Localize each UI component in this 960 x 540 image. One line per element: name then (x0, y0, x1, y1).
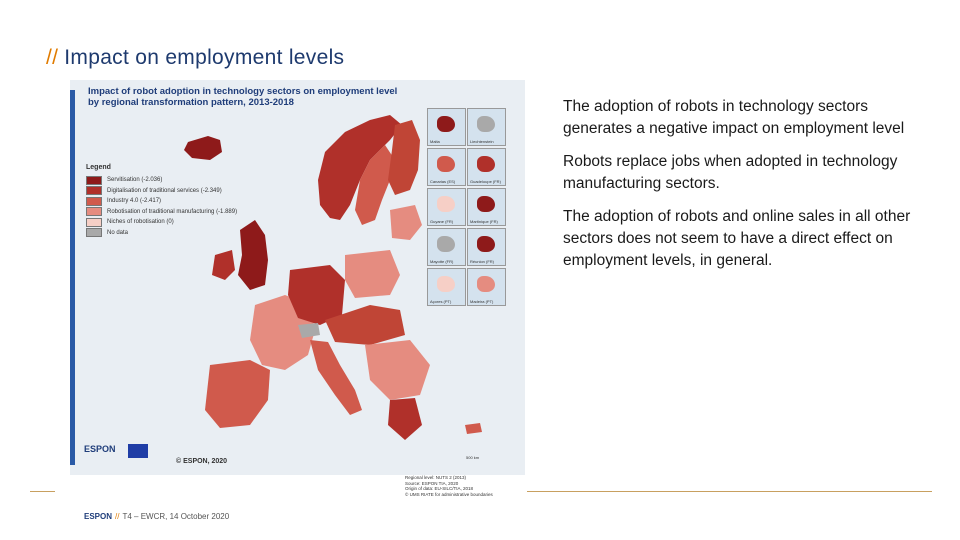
footer-divider-right (527, 491, 932, 492)
inset-map (467, 108, 506, 146)
legend-item (86, 207, 276, 218)
legend-label: Industry 4.0 (-2.417) (107, 198, 162, 205)
inset-map (467, 228, 506, 266)
source-line: © UMS RIATE for administrative boundaries (405, 491, 493, 497)
inset-label: Guyane (FR) (430, 219, 454, 224)
legend-swatch (86, 228, 102, 237)
inset-map (467, 268, 506, 306)
legend-item (86, 186, 276, 197)
title-slashes: // (46, 46, 59, 69)
figure-title (88, 86, 408, 108)
inset-label: Açores (PT) (430, 299, 452, 304)
legend-swatch (86, 197, 102, 206)
inset-label: Réunion (FR) (470, 259, 495, 264)
legend-heading: Legend (86, 164, 111, 171)
inset-label: Canarias (ES) (430, 179, 456, 184)
legend-label: Digitalisation of traditional services (-2.349) (107, 187, 222, 194)
footer-text: T4 – EWCR, 14 October 2020 (122, 512, 230, 521)
map-region-poland (345, 250, 400, 298)
legend-label: Servitisation (-2.036) (107, 177, 163, 184)
map-copyright: © ESPON, 2020 (176, 458, 228, 465)
source-line: Regional level: NUTS 2 (2013) (405, 475, 467, 480)
title-text: Impact on employment levels (64, 46, 345, 69)
legend-item (86, 228, 276, 239)
inset-label: Madeira (PT) (470, 299, 494, 304)
inset-map (427, 228, 466, 266)
inset-label: Mayotte (FR) (430, 259, 454, 264)
inset-map (427, 268, 466, 306)
footer-slashes: // (115, 512, 120, 521)
inset-map (467, 148, 506, 186)
legend-swatch (86, 218, 102, 227)
source-line: Source: ESPON TIA, 2020 (405, 480, 459, 486)
inset-label: Malta (430, 139, 440, 144)
source-line: Origin of data: EU-SILC/TIA, 2018 (405, 486, 474, 491)
inset-map (427, 148, 466, 186)
legend-label: No data (107, 229, 129, 236)
inset-label: Guadeloupe (FR) (470, 179, 501, 184)
inset-map (427, 188, 466, 226)
footer-divider-left (30, 491, 55, 492)
figure-title-line1: Impact of robot adoption in technology sectors on employment level (88, 86, 398, 97)
legend-swatch (86, 207, 102, 216)
legend-item (86, 175, 276, 186)
map-legend (86, 164, 276, 238)
map-figure (70, 80, 525, 498)
legend-item (86, 196, 276, 207)
legend-swatch (86, 186, 102, 195)
inset-label: Liechtenstein (470, 139, 494, 144)
footer (84, 512, 229, 521)
legend-swatch (86, 176, 102, 185)
side-text (563, 96, 928, 283)
legend-item (86, 217, 276, 228)
figure-accent-bar (70, 90, 75, 465)
legend-label: Niches of robotisation (0) (107, 219, 174, 226)
eu-flag-icon (128, 444, 148, 458)
espon-logo: ESPON (84, 444, 116, 454)
footer-brand: ESPON (84, 512, 113, 521)
side-paragraph: The adoption of robots in technology sectors generates a negative impact on employment level (563, 98, 905, 137)
side-paragraph: The adoption of robots and online sales in all other sectors does not seem to have a direct effect on employment levels, in general. (563, 208, 911, 269)
inset-map (427, 108, 466, 146)
map-scale: 500 km (466, 455, 480, 460)
inset-map (467, 188, 506, 226)
slide-title (46, 46, 344, 70)
map-sources (405, 475, 523, 497)
figure-title-line2: by regional transformation pattern, 2013-2018 (88, 97, 294, 108)
side-paragraph: Robots replace jobs when adopted in technology manufacturing sectors. (563, 153, 898, 192)
inset-label: Martinique (FR) (470, 219, 498, 224)
legend-label: Robotisation of traditional manufacturing (-1.889) (107, 208, 238, 215)
